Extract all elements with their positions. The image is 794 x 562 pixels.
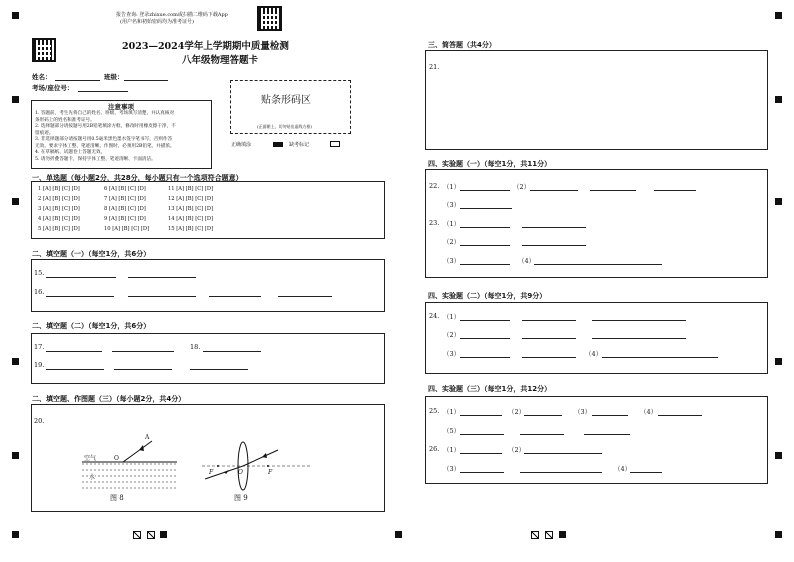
answer-line[interactable] bbox=[460, 227, 510, 228]
choice-bubble[interactable]: [C] bbox=[127, 216, 138, 222]
page-check-box bbox=[147, 531, 155, 539]
question-number: 18. bbox=[190, 343, 201, 351]
choice-bubble[interactable]: [C] bbox=[127, 196, 138, 202]
choice-bubble[interactable]: [B] bbox=[185, 196, 196, 202]
choice-question-2 bbox=[38, 196, 80, 202]
choice-question-3 bbox=[38, 206, 80, 212]
choice-number: 13 bbox=[168, 206, 177, 212]
answer-line[interactable] bbox=[46, 277, 116, 278]
choice-question-13 bbox=[168, 206, 213, 212]
question-number: 17. bbox=[34, 343, 45, 351]
choice-bubble[interactable]: [D] bbox=[137, 196, 146, 202]
section-title-fill-1: 二、填空题（一）（每空1分，共6分） bbox=[32, 250, 151, 258]
choice-bubble[interactable]: [D] bbox=[204, 186, 214, 192]
choice-bubble[interactable]: [A] bbox=[176, 216, 186, 222]
choice-bubble[interactable]: [A] bbox=[108, 216, 119, 222]
page-check-box bbox=[545, 531, 553, 539]
alignment-mark bbox=[775, 198, 782, 205]
experiment-1-box bbox=[425, 169, 768, 278]
choice-bubble[interactable]: [C] bbox=[61, 216, 72, 222]
question-number: 21. bbox=[429, 63, 440, 71]
answer-line[interactable] bbox=[46, 296, 114, 297]
lens-center-label: O bbox=[238, 469, 243, 476]
answer-line[interactable] bbox=[520, 472, 602, 473]
question-number: 24. bbox=[429, 312, 440, 320]
choice-bubble[interactable]: [D] bbox=[71, 206, 80, 212]
part-label: （1） bbox=[443, 408, 461, 416]
login-notice: (用户名和初始密码均为准考证号) bbox=[120, 19, 194, 25]
fill-2-box bbox=[31, 333, 385, 384]
answer-line[interactable] bbox=[524, 415, 562, 416]
part-label: （1） bbox=[443, 313, 461, 321]
short-answer-box[interactable] bbox=[425, 50, 768, 150]
choice-number: 10 bbox=[104, 226, 113, 232]
choice-bubble[interactable]: [A] bbox=[108, 186, 119, 192]
part-label: （3） bbox=[443, 350, 461, 358]
section-title-short-answer: 三、简答题（共4分） bbox=[428, 41, 496, 49]
answer-line[interactable] bbox=[203, 351, 261, 352]
question-number: 22. bbox=[429, 182, 440, 190]
air-label: 空气 bbox=[84, 455, 97, 462]
answer-line[interactable] bbox=[460, 264, 510, 265]
question-number: 19. bbox=[34, 361, 45, 369]
choice-number: 3 bbox=[38, 206, 43, 212]
choice-bubble[interactable]: [A] bbox=[108, 206, 119, 212]
choice-bubble[interactable]: [A] bbox=[112, 226, 122, 232]
notes-line: 条形码上的姓名和准考证号。 bbox=[35, 117, 95, 123]
section-title-experiment-2: 四、实验题（二）（每空1分，共9分） bbox=[428, 292, 547, 300]
notes-line: 5. 请勿折叠答题卡，保持字体工整、笔迹清晰、卡面清洁。 bbox=[35, 156, 156, 162]
part-label: （1） bbox=[443, 446, 461, 454]
choice-bubble[interactable]: [C] bbox=[195, 186, 205, 192]
choice-bubble[interactable]: [C] bbox=[195, 206, 205, 212]
choice-question-10 bbox=[104, 226, 149, 232]
answer-line[interactable] bbox=[460, 245, 510, 246]
part-label: （2） bbox=[443, 238, 461, 246]
choice-bubble[interactable]: [D] bbox=[137, 216, 146, 222]
choice-number: 1 bbox=[38, 186, 43, 192]
choice-bubble[interactable]: [C] bbox=[61, 206, 72, 212]
figure-8-caption: 图 8 bbox=[110, 494, 124, 502]
alignment-mark bbox=[775, 96, 782, 103]
choice-bubble[interactable]: [A] bbox=[176, 186, 186, 192]
part-label: （5） bbox=[443, 427, 461, 435]
figure-8-refraction bbox=[77, 429, 187, 513]
question-number: 16. bbox=[34, 288, 45, 296]
exam-title: 2023—2024学年上学期期中质量检测 bbox=[122, 41, 289, 52]
part-label: （4） bbox=[585, 350, 603, 358]
question-number: 26. bbox=[429, 445, 440, 453]
alignment-mark bbox=[12, 531, 19, 538]
notes-line: 3. 非选择题部分请按题号用0.5毫米黑色墨水签字笔书写，否则作答 bbox=[35, 137, 173, 142]
answer-line[interactable] bbox=[190, 369, 248, 370]
answer-line[interactable] bbox=[460, 453, 502, 454]
choice-bubble[interactable]: [B] bbox=[185, 226, 196, 232]
choice-bubble[interactable]: [B] bbox=[118, 216, 128, 222]
choice-bubble[interactable]: [C] bbox=[61, 186, 72, 192]
choice-number: 2 bbox=[38, 196, 43, 202]
choice-bubble[interactable]: [A] bbox=[176, 206, 186, 212]
correct-fill-label: 正确填涂 bbox=[231, 142, 252, 148]
choice-question-7 bbox=[104, 196, 146, 202]
question-number: 20. bbox=[34, 417, 45, 425]
part-label: （2） bbox=[508, 446, 526, 454]
single-choice-box bbox=[31, 181, 385, 239]
choice-bubble[interactable]: [B] bbox=[185, 206, 196, 212]
ray-a-label: A bbox=[145, 434, 150, 441]
answer-line[interactable] bbox=[534, 264, 662, 265]
choice-bubble[interactable]: [A] bbox=[42, 216, 53, 222]
fill-1-box bbox=[31, 259, 385, 312]
choice-bubble[interactable]: [B] bbox=[121, 226, 132, 232]
choice-bubble[interactable]: [A] bbox=[42, 206, 53, 212]
barcode-label: 贴条形码区 bbox=[261, 95, 311, 106]
part-label: （3） bbox=[443, 465, 461, 473]
alignment-mark bbox=[12, 198, 19, 205]
alignment-mark bbox=[12, 96, 19, 103]
answer-line[interactable] bbox=[592, 320, 686, 321]
answer-line[interactable] bbox=[460, 415, 502, 416]
exam-room-label: 考场/座位号： bbox=[32, 84, 74, 92]
choice-bubble[interactable]: [B] bbox=[52, 196, 62, 202]
water-label: 水 bbox=[89, 474, 96, 481]
choice-bubble[interactable]: [D] bbox=[204, 216, 214, 222]
choice-bubble[interactable]: [D] bbox=[71, 226, 80, 232]
part-label: （2） bbox=[443, 331, 461, 339]
figure-9-caption: 图 9 bbox=[234, 494, 248, 502]
page-check-box bbox=[133, 531, 141, 539]
choice-number: 8 bbox=[104, 206, 109, 212]
choice-bubble[interactable]: [B] bbox=[185, 186, 196, 192]
answer-line[interactable] bbox=[128, 296, 196, 297]
qr-code-icon bbox=[32, 38, 56, 62]
choice-number: 14 bbox=[168, 216, 177, 222]
absent-mark-label: 缺考标记 bbox=[289, 142, 310, 148]
answer-line[interactable] bbox=[460, 208, 512, 209]
class-label: 班级： bbox=[104, 73, 124, 81]
choice-bubble[interactable]: [B] bbox=[118, 196, 128, 202]
name-field[interactable] bbox=[55, 80, 100, 81]
answer-line[interactable] bbox=[590, 190, 636, 191]
choice-bubble[interactable]: [C] bbox=[195, 196, 205, 202]
answer-line[interactable] bbox=[46, 351, 102, 352]
choice-number: 12 bbox=[168, 196, 177, 202]
answer-line[interactable] bbox=[460, 357, 510, 358]
alignment-mark bbox=[395, 531, 402, 538]
choice-question-9 bbox=[104, 216, 146, 222]
answer-line[interactable] bbox=[592, 415, 628, 416]
choice-bubble[interactable]: [A] bbox=[176, 226, 186, 232]
choice-question-6 bbox=[104, 186, 146, 192]
choice-bubble[interactable]: [C] bbox=[127, 186, 138, 192]
choice-bubble[interactable]: [B] bbox=[52, 206, 62, 212]
answer-line[interactable] bbox=[654, 190, 696, 191]
choice-bubble[interactable]: [A] bbox=[42, 196, 53, 202]
part-label: （1） bbox=[443, 183, 461, 191]
choice-bubble[interactable]: [B] bbox=[52, 216, 62, 222]
notes-line: 留痕迹。 bbox=[35, 130, 54, 136]
choice-bubble[interactable]: [A] bbox=[42, 186, 53, 192]
exam-room-field[interactable] bbox=[78, 91, 128, 92]
alignment-mark bbox=[775, 452, 782, 459]
answer-line[interactable] bbox=[524, 453, 602, 454]
choice-bubble[interactable]: [D] bbox=[71, 196, 80, 202]
notes-box bbox=[31, 100, 212, 169]
alignment-mark bbox=[775, 531, 782, 538]
answer-line[interactable] bbox=[128, 277, 196, 278]
section-title-experiment-1: 四、实验题（一）（每空1分，共11分） bbox=[428, 160, 552, 168]
answer-line[interactable] bbox=[530, 190, 578, 191]
choice-number: 9 bbox=[104, 216, 109, 222]
absent-mark-box[interactable] bbox=[330, 141, 340, 147]
choice-bubble[interactable]: [D] bbox=[71, 216, 80, 222]
part-label: （4） bbox=[640, 408, 658, 416]
choice-question-15 bbox=[168, 226, 213, 232]
part-label: （3） bbox=[443, 201, 461, 209]
focus-left-label: F bbox=[209, 469, 214, 476]
barcode-note: (正面朝上，切勿贴出虚线方框) bbox=[257, 124, 313, 129]
choice-bubble[interactable]: [C] bbox=[195, 226, 205, 232]
answer-line[interactable] bbox=[460, 190, 510, 191]
alignment-mark bbox=[12, 358, 19, 365]
choice-bubble[interactable]: [D] bbox=[140, 226, 150, 232]
choice-question-5 bbox=[38, 226, 80, 232]
alignment-mark bbox=[559, 531, 566, 538]
answer-line[interactable] bbox=[522, 227, 586, 228]
class-field[interactable] bbox=[124, 80, 168, 81]
answer-line[interactable] bbox=[602, 357, 718, 358]
notes-line: 无效。要求字体工整、笔迹清晰。作图时，必须用2B铅笔，并描浓。 bbox=[35, 143, 175, 149]
choice-bubble[interactable]: [D] bbox=[137, 186, 146, 192]
choice-bubble[interactable]: [A] bbox=[108, 196, 119, 202]
choice-bubble[interactable]: [D] bbox=[204, 206, 214, 212]
answer-line[interactable] bbox=[522, 245, 586, 246]
answer-line[interactable] bbox=[630, 472, 662, 473]
sheet-subtitle: 八年级物理答题卡 bbox=[182, 55, 259, 66]
choice-question-11 bbox=[168, 186, 213, 192]
choice-number: 7 bbox=[104, 196, 109, 202]
choice-question-4 bbox=[38, 216, 80, 222]
part-label: （1） bbox=[443, 220, 461, 228]
choice-bubble[interactable]: [B] bbox=[185, 216, 196, 222]
choice-number: 6 bbox=[104, 186, 109, 192]
part-label: （4） bbox=[518, 257, 536, 265]
notes-title: 注意事项 bbox=[108, 103, 134, 111]
choice-bubble[interactable]: [A] bbox=[176, 196, 186, 202]
answer-line[interactable] bbox=[522, 357, 576, 358]
choice-bubble[interactable]: [C] bbox=[127, 206, 138, 212]
part-label: （2） bbox=[513, 183, 531, 191]
answer-line[interactable] bbox=[592, 338, 686, 339]
part-label: （2） bbox=[508, 408, 526, 416]
correct-fill-sample bbox=[273, 142, 283, 147]
page-check-box bbox=[531, 531, 539, 539]
answer-line[interactable] bbox=[460, 472, 504, 473]
choice-question-12 bbox=[168, 196, 213, 202]
focus-right-label: F bbox=[268, 469, 273, 476]
choice-bubble[interactable]: [C] bbox=[195, 216, 205, 222]
choice-question-14 bbox=[168, 216, 213, 222]
answer-line[interactable] bbox=[460, 320, 510, 321]
choice-bubble[interactable]: [C] bbox=[131, 226, 141, 232]
choice-number: 4 bbox=[38, 216, 43, 222]
part-label: （3） bbox=[443, 257, 461, 265]
section-title-experiment-3: 四、实验题（三）（每空1分，共12分） bbox=[428, 385, 552, 393]
experiment-3-box bbox=[425, 396, 768, 484]
barcode-area[interactable] bbox=[230, 80, 351, 134]
point-o-label: O bbox=[114, 455, 119, 462]
answer-line[interactable] bbox=[460, 434, 504, 435]
qr-code-icon bbox=[257, 6, 282, 31]
answer-line[interactable] bbox=[522, 338, 576, 339]
alignment-mark bbox=[775, 12, 782, 19]
choice-bubble[interactable]: [B] bbox=[118, 206, 128, 212]
alignment-mark bbox=[12, 452, 19, 459]
answer-line[interactable] bbox=[520, 434, 564, 435]
choice-bubble[interactable]: [D] bbox=[137, 206, 146, 212]
choice-bubble[interactable]: [A] bbox=[42, 226, 53, 232]
choice-bubble[interactable]: [D] bbox=[204, 196, 214, 202]
choice-bubble[interactable]: [D] bbox=[71, 186, 80, 192]
answer-line[interactable] bbox=[460, 338, 510, 339]
answer-line[interactable] bbox=[46, 369, 104, 370]
part-label: （3） bbox=[574, 408, 592, 416]
choice-bubble[interactable]: [C] bbox=[61, 196, 72, 202]
alignment-mark bbox=[775, 358, 782, 365]
alignment-mark bbox=[12, 12, 19, 19]
choice-bubble[interactable]: [B] bbox=[118, 186, 128, 192]
answer-line[interactable] bbox=[209, 296, 261, 297]
answer-line[interactable] bbox=[112, 351, 174, 352]
answer-line[interactable] bbox=[114, 369, 172, 370]
notes-line: 1. 答题前，考生先将自己的姓名、班级、考场填写清楚，并认真核对 bbox=[35, 111, 175, 116]
question-number: 23. bbox=[429, 219, 440, 227]
question-number: 25. bbox=[429, 407, 440, 415]
section-title-single-choice: 一、单选题（每小题2分，共28分，每小题只有一个选项符合题意） bbox=[32, 174, 243, 182]
choice-bubble[interactable]: [B] bbox=[52, 226, 62, 232]
notes-line: 2. 选择题部分请按题号用2B铅笔填涂方框，修改时用橡皮擦干净，不 bbox=[35, 124, 176, 129]
choice-number: 11 bbox=[168, 186, 177, 192]
figure-9-lens bbox=[200, 435, 312, 495]
question-number: 15. bbox=[34, 269, 45, 277]
answer-line[interactable] bbox=[658, 415, 702, 416]
choice-question-1 bbox=[38, 186, 80, 192]
name-label: 姓名： bbox=[32, 73, 52, 81]
alignment-mark bbox=[160, 531, 167, 538]
choice-bubble[interactable]: [D] bbox=[204, 226, 214, 232]
choice-bubble[interactable]: [C] bbox=[61, 226, 72, 232]
choice-number: 5 bbox=[38, 226, 43, 232]
section-title-drawing: 二、填空题、作图题（三）（每小题2分，共4分） bbox=[32, 395, 186, 403]
part-label: （4） bbox=[614, 465, 632, 473]
experiment-2-box bbox=[425, 302, 768, 374]
drawing-box[interactable] bbox=[31, 404, 385, 512]
answer-line[interactable] bbox=[522, 320, 576, 321]
report-query-notice: 报告查询: 登录zhixue.com或扫描二维码下载App bbox=[116, 12, 228, 18]
notes-line: 4. 在草稿纸、试题卷上答题无效。 bbox=[35, 150, 106, 155]
choice-bubble[interactable]: [B] bbox=[52, 186, 62, 192]
section-title-fill-2: 二、填空题（二）（每空1分，共6分） bbox=[32, 322, 151, 330]
answer-line[interactable] bbox=[584, 434, 630, 435]
choice-question-8 bbox=[104, 206, 146, 212]
choice-number: 15 bbox=[168, 226, 177, 232]
answer-line[interactable] bbox=[278, 296, 332, 297]
